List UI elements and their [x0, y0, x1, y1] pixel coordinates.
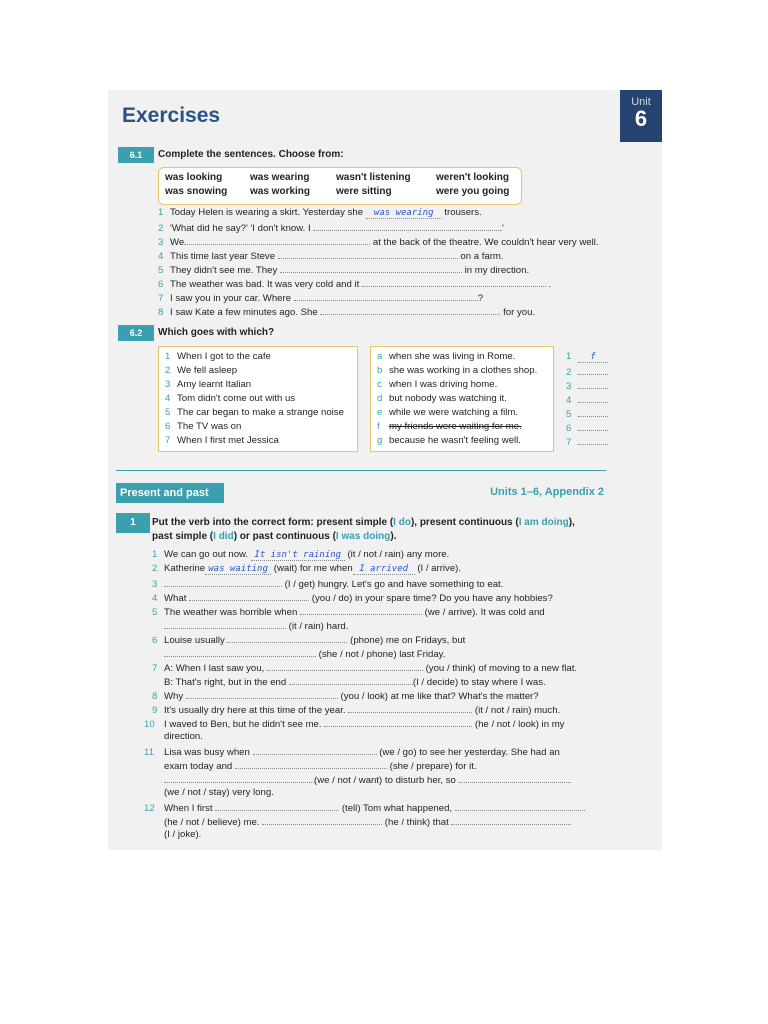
exercise-1-number: 1 — [116, 513, 150, 533]
match-answer: 7 — [566, 435, 608, 448]
choice-word: was working — [250, 186, 311, 197]
match-right-item: c when I was driving home. — [377, 379, 498, 390]
exercise-1-item: 6 Louise usually (phone) me on Fridays, but — [152, 635, 466, 646]
exercise-6-1-number: 6.1 — [118, 147, 154, 163]
sentence-6-1-8: 8 I saw Kate a few minutes ago. She for you. — [158, 307, 536, 318]
answer-field[interactable] — [280, 263, 462, 273]
exercise-1-item-cont: (it / rain) hard. — [164, 619, 348, 632]
exercise-1-item-cont: exam today and (she / prepare) for it. — [164, 761, 477, 772]
exercise-1-item: 11 Lisa was busy when (we / go) to see her yesterday. She had an — [144, 747, 560, 758]
page-title: Exercises — [122, 104, 221, 127]
choice-word: wasn't listening — [336, 172, 411, 183]
choice-word: was snowing — [165, 186, 228, 197]
exercise-1-item: 9 It's usually dry here at this time of the year. (it / not / rain) much. — [152, 705, 561, 716]
answer-field[interactable]: was waiting — [205, 564, 271, 575]
match-left-item: 5 The car began to make a strange noise — [165, 407, 344, 418]
answer-field[interactable]: was wearing — [366, 208, 442, 219]
answer-field[interactable] — [313, 221, 499, 231]
exercise-1-item: 8 Why (you / look) at me like that? What's the matter? — [152, 691, 539, 702]
match-answer: 3 — [566, 379, 608, 392]
answer-field[interactable]: I arrived — [353, 564, 415, 575]
exercise-1-item-cont: (he / not / believe) me. (he / think) that — [164, 815, 571, 828]
workbook-page — [108, 90, 662, 850]
match-right-item: g because he wasn't feeling well. — [377, 435, 521, 446]
match-right-item: d but nobody was watching it. — [377, 393, 507, 404]
choice-word: was looking — [165, 172, 223, 183]
exercise-1-item-cont: (we / not / want) to disturb her, so — [164, 773, 571, 786]
unit-number: 6 — [634, 106, 648, 131]
exercise-6-1-title: Complete the sentences. Choose from: — [158, 149, 344, 160]
exercise-1-item-cont: direction. — [164, 731, 203, 742]
exercise-1-item-cont: (I / joke). — [164, 829, 202, 840]
match-left-item: 3 Amy learnt Italian — [165, 379, 252, 390]
match-answer: 4 — [566, 393, 608, 406]
answer-field[interactable] — [294, 291, 478, 301]
match-right-item-crossed: f my friends were waiting for me. — [377, 421, 522, 432]
match-left-item: 4 Tom didn't come out with us — [165, 393, 296, 404]
match-answer: 1 f — [566, 351, 608, 363]
exercise-1-item: 4 What (you / do) in your spare time? Do you have any hobbies? — [152, 593, 553, 604]
sentence-6-1-3: 3 We at the back of the theatre. We couldn't hear very well. — [158, 237, 599, 248]
exercise-1-item: 3 (I / get) hungry. Let's go and have something to eat. — [152, 579, 504, 590]
exercise-1-item-cont: B: That's right, but in the end (I / decide) to stay where I was. — [164, 677, 546, 688]
choice-word: was wearing — [250, 172, 310, 183]
sentence-6-1-7: 7 I saw you in your car. Where ? — [158, 293, 484, 304]
exercise-6-2-title: Which goes with which? — [158, 327, 275, 338]
choice-word: were you going — [436, 186, 510, 197]
match-answer: 2 — [566, 365, 608, 378]
match-left-item: 1 When I got to the cafe — [165, 351, 271, 362]
exercise-1-item: 5 The weather was horrible when (we / arrive). It was cold and — [152, 607, 545, 618]
exercise-1-item-cont: (we / not / stay) very long. — [164, 787, 274, 798]
exercise-1-item: 1 We can go out now. It isn't raining (it / not / rain) any more. — [152, 549, 450, 560]
unit-label: Unit — [631, 96, 651, 108]
choice-word: weren't looking — [436, 172, 509, 183]
match-answer: 6 — [566, 421, 608, 434]
exercise-1-item: 7 A: When I last saw you, (you / think) of moving to a new flat. — [152, 663, 578, 674]
match-answer: 5 — [566, 407, 608, 420]
answer-field[interactable] — [320, 305, 500, 315]
section-units: Units 1–6, Appendix 2 — [490, 486, 604, 498]
answer-field[interactable] — [362, 277, 546, 287]
exercise-1-title: Put the verb into the correct form: present simple (I do), present continuous (I am doing), past simple (I did) or past continuous (I was doing). — [152, 517, 575, 542]
match-left-box — [158, 346, 358, 452]
match-left-item: 2 We fell asleep — [165, 365, 238, 376]
exercise-1-item: 10 I waved to Ben, but he didn't see me. (he / not / look) in my — [144, 719, 565, 730]
match-left-item: 7 When I first met Jessica — [165, 435, 279, 446]
unit-tab — [620, 90, 662, 142]
answer-field[interactable]: It isn't raining — [251, 550, 345, 561]
sentence-6-1-4: 4 This time last year Steve on a farm. — [158, 251, 504, 262]
answer-field[interactable] — [278, 249, 458, 259]
sentence-6-1-2: 2 'What did he say?' 'I don't know. I .' — [158, 223, 504, 234]
exercise-1-item: 2 Katherine was waiting (wait) for me when I arrived (I / arrive). — [152, 563, 462, 574]
exercise-1-item-cont: (she / not / phone) last Friday. — [164, 647, 445, 660]
match-right-item: b she was working in a clothes shop. — [377, 365, 538, 376]
answer-field[interactable] — [184, 235, 370, 245]
match-right-item: e while we were watching a film. — [377, 407, 519, 418]
section-divider — [116, 470, 606, 471]
sentence-6-1-5: 5 They didn't see me. They in my direction. — [158, 265, 530, 276]
section-label: Present and past — [116, 483, 224, 503]
match-left-item: 6 The TV was on — [165, 421, 242, 432]
sentence-6-1-1: 1 Today Helen is wearing a skirt. Yesterday she was wearing trousers. — [158, 207, 482, 218]
exercise-1-item: 12 When I first (tell) Tom what happened, — [144, 801, 585, 814]
exercise-6-2-number: 6.2 — [118, 325, 154, 341]
sentence-6-1-6: 6 The weather was bad. It was very cold and it . — [158, 279, 552, 290]
choice-word: were sitting — [336, 186, 392, 197]
match-right-item: a when she was living in Rome. — [377, 351, 516, 362]
match-right-box — [370, 346, 554, 452]
word-choice-box — [158, 167, 522, 205]
